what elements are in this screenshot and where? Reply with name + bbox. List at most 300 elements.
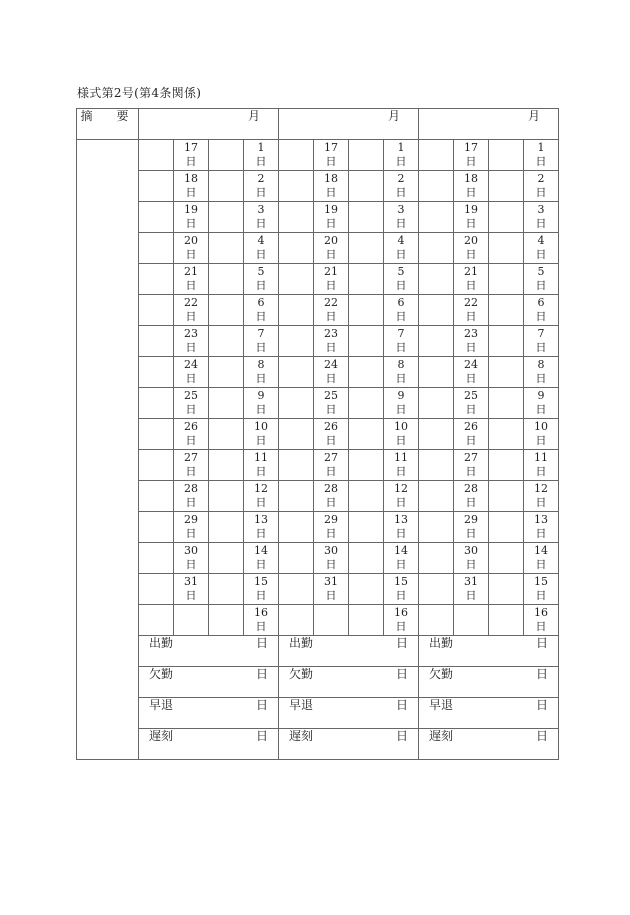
day-row (77, 574, 559, 605)
day-suffix: 日 (185, 248, 197, 261)
mark-cell[interactable] (489, 202, 524, 233)
month-header-3[interactable]: 月 (419, 109, 559, 140)
day-label (384, 574, 419, 605)
day-label (524, 140, 559, 171)
mark-cell[interactable] (489, 419, 524, 450)
day-label (454, 233, 489, 264)
mark-cell[interactable] (209, 295, 244, 326)
day-suffix: 日 (185, 527, 197, 540)
mark-cell[interactable] (209, 574, 244, 605)
mark-cell[interactable] (279, 605, 314, 636)
day-suffix: 日 (325, 372, 337, 385)
day-number: 8 (397, 358, 405, 371)
day-label (454, 202, 489, 233)
mark-cell[interactable] (349, 357, 384, 388)
day-suffix: 日 (395, 496, 407, 509)
stat-unit[interactable]: 日 (489, 667, 559, 698)
mark-cell[interactable] (349, 264, 384, 295)
day-row (77, 605, 559, 636)
mark-cell[interactable] (279, 543, 314, 574)
day-suffix: 日 (185, 558, 197, 571)
day-suffix: 日 (255, 279, 267, 292)
day-number: 17 (464, 141, 478, 154)
day-number: 27 (324, 451, 338, 464)
day-suffix: 日 (255, 310, 267, 323)
day-number: 5 (397, 265, 405, 278)
mark-cell[interactable] (209, 202, 244, 233)
mark-cell[interactable] (209, 171, 244, 202)
mark-cell[interactable] (349, 605, 384, 636)
day-label (454, 264, 489, 295)
mark-cell[interactable] (139, 419, 174, 450)
mark-cell[interactable] (489, 295, 524, 326)
stat-row (77, 667, 559, 698)
day-label (454, 543, 489, 574)
day-number: 2 (537, 172, 545, 185)
day-label (314, 543, 349, 574)
day-label (244, 171, 279, 202)
day-label (524, 388, 559, 419)
mark-cell[interactable] (349, 140, 384, 171)
mark-cell[interactable] (209, 605, 244, 636)
day-number: 21 (184, 265, 198, 278)
mark-cell[interactable] (209, 481, 244, 512)
mark-cell[interactable] (279, 512, 314, 543)
day-suffix: 日 (255, 465, 267, 478)
day-number: 21 (324, 265, 338, 278)
day-number: 19 (184, 203, 198, 216)
day-row (77, 419, 559, 450)
mark-cell[interactable] (279, 481, 314, 512)
day-number: 6 (397, 296, 405, 309)
day-number: 22 (184, 296, 198, 309)
day-number: 11 (534, 451, 548, 464)
day-suffix: 日 (465, 434, 477, 447)
day-number: 1 (537, 141, 545, 154)
day-label (384, 481, 419, 512)
mark-cell[interactable] (279, 295, 314, 326)
day-number: 10 (394, 420, 408, 433)
day-label (174, 264, 209, 295)
mark-cell[interactable] (349, 481, 384, 512)
mark-cell[interactable] (349, 512, 384, 543)
mark-cell[interactable] (489, 357, 524, 388)
stat-unit[interactable]: 日 (489, 636, 559, 667)
mark-cell[interactable] (279, 388, 314, 419)
day-suffix: 日 (395, 558, 407, 571)
day-label-empty (314, 605, 349, 636)
mark-cell[interactable] (419, 326, 454, 357)
mark-cell[interactable] (139, 450, 174, 481)
day-label (454, 326, 489, 357)
month-header-1[interactable]: 月 (139, 109, 279, 140)
day-number: 12 (254, 482, 268, 495)
mark-cell[interactable] (489, 481, 524, 512)
day-suffix: 日 (465, 248, 477, 261)
stat-unit[interactable]: 日 (209, 636, 279, 667)
day-number: 29 (464, 513, 478, 526)
day-suffix: 日 (465, 558, 477, 571)
day-suffix: 日 (465, 186, 477, 199)
day-number: 25 (464, 389, 478, 402)
day-label (244, 295, 279, 326)
day-label (174, 295, 209, 326)
day-label (314, 574, 349, 605)
day-number: 15 (534, 575, 548, 588)
mark-cell[interactable] (419, 202, 454, 233)
mark-cell[interactable] (139, 295, 174, 326)
day-number: 29 (324, 513, 338, 526)
mark-cell[interactable] (209, 357, 244, 388)
mark-cell[interactable] (279, 574, 314, 605)
mark-cell[interactable] (349, 326, 384, 357)
day-label (384, 543, 419, 574)
day-number: 23 (324, 327, 338, 340)
day-number: 17 (324, 141, 338, 154)
day-number: 28 (324, 482, 338, 495)
mark-cell[interactable] (419, 512, 454, 543)
day-label (524, 326, 559, 357)
day-number: 30 (464, 544, 478, 557)
day-row (77, 171, 559, 202)
day-suffix: 日 (255, 527, 267, 540)
day-number: 9 (257, 389, 265, 402)
stat-unit[interactable]: 日 (349, 636, 419, 667)
day-suffix: 日 (185, 310, 197, 323)
day-suffix: 日 (395, 186, 407, 199)
day-number: 10 (254, 420, 268, 433)
stat-unit[interactable]: 日 (209, 698, 279, 729)
mark-cell[interactable] (419, 481, 454, 512)
day-label (384, 450, 419, 481)
day-label (524, 171, 559, 202)
mark-cell[interactable] (139, 512, 174, 543)
mark-cell[interactable] (349, 419, 384, 450)
day-label (384, 388, 419, 419)
mark-cell[interactable] (279, 419, 314, 450)
day-number: 4 (257, 234, 265, 247)
mark-cell[interactable] (209, 543, 244, 574)
day-label (454, 450, 489, 481)
mark-cell[interactable] (139, 605, 174, 636)
day-number: 14 (394, 544, 408, 557)
mark-cell[interactable] (279, 264, 314, 295)
day-label (244, 202, 279, 233)
day-suffix: 日 (465, 465, 477, 478)
day-number: 24 (464, 358, 478, 371)
day-suffix: 日 (395, 279, 407, 292)
mark-cell[interactable] (279, 171, 314, 202)
stat-label[interactable]: 出勤 (139, 636, 209, 667)
day-label (454, 140, 489, 171)
day-suffix: 日 (185, 403, 197, 416)
mark-cell[interactable] (279, 233, 314, 264)
day-label (384, 357, 419, 388)
mark-cell[interactable] (139, 140, 174, 171)
mark-cell[interactable] (489, 388, 524, 419)
day-suffix: 日 (395, 465, 407, 478)
mark-cell[interactable] (209, 140, 244, 171)
mark-cell[interactable] (349, 388, 384, 419)
attendance-table (76, 108, 559, 760)
stat-unit[interactable]: 日 (349, 667, 419, 698)
day-number: 15 (254, 575, 268, 588)
summary-header: 摘 要 (77, 109, 139, 140)
day-label (314, 419, 349, 450)
day-number: 25 (324, 389, 338, 402)
mark-cell[interactable] (419, 543, 454, 574)
mark-cell[interactable] (419, 357, 454, 388)
day-row (77, 357, 559, 388)
day-number: 12 (534, 482, 548, 495)
day-number: 13 (394, 513, 408, 526)
day-suffix: 日 (535, 155, 547, 168)
day-suffix: 日 (395, 434, 407, 447)
day-label (384, 140, 419, 171)
day-label (174, 512, 209, 543)
day-suffix: 日 (185, 155, 197, 168)
day-label (524, 574, 559, 605)
day-suffix: 日 (465, 589, 477, 602)
day-label (454, 171, 489, 202)
mark-cell[interactable] (489, 512, 524, 543)
mark-cell[interactable] (349, 202, 384, 233)
day-label (314, 140, 349, 171)
day-row (77, 481, 559, 512)
day-suffix: 日 (255, 403, 267, 416)
day-number: 18 (324, 172, 338, 185)
day-number: 1 (257, 141, 265, 154)
mark-cell[interactable] (139, 264, 174, 295)
mark-cell[interactable] (139, 481, 174, 512)
day-suffix: 日 (255, 155, 267, 168)
month-header-2[interactable]: 月 (279, 109, 419, 140)
day-number: 19 (324, 203, 338, 216)
day-suffix: 日 (465, 279, 477, 292)
day-number: 3 (537, 203, 545, 216)
day-label (384, 264, 419, 295)
stat-label[interactable]: 早退 (139, 698, 209, 729)
day-number: 4 (537, 234, 545, 247)
mark-cell[interactable] (139, 233, 174, 264)
stat-unit[interactable]: 日 (209, 667, 279, 698)
stat-label[interactable]: 出勤 (419, 636, 489, 667)
mark-cell[interactable] (489, 264, 524, 295)
mark-cell[interactable] (139, 388, 174, 419)
mark-cell[interactable] (349, 574, 384, 605)
day-label (314, 388, 349, 419)
mark-cell[interactable] (349, 450, 384, 481)
mark-cell[interactable] (139, 543, 174, 574)
day-suffix: 日 (325, 527, 337, 540)
day-label (174, 543, 209, 574)
stat-label[interactable]: 欠勤 (419, 667, 489, 698)
mark-cell[interactable] (489, 171, 524, 202)
mark-cell[interactable] (279, 202, 314, 233)
stat-label[interactable]: 遅刻 (139, 729, 209, 760)
stat-unit[interactable]: 日 (489, 698, 559, 729)
day-label (244, 357, 279, 388)
day-label (384, 326, 419, 357)
mark-cell[interactable] (489, 543, 524, 574)
stat-row (77, 636, 559, 667)
day-number: 5 (257, 265, 265, 278)
day-number: 10 (534, 420, 548, 433)
mark-cell[interactable] (139, 202, 174, 233)
mark-cell[interactable] (489, 574, 524, 605)
day-label (314, 295, 349, 326)
day-label (454, 295, 489, 326)
day-suffix: 日 (535, 217, 547, 230)
stat-label[interactable]: 早退 (279, 698, 349, 729)
day-label (174, 202, 209, 233)
stat-unit[interactable]: 日 (349, 729, 419, 760)
mark-cell[interactable] (279, 140, 314, 171)
day-suffix: 日 (535, 310, 547, 323)
day-number: 1 (397, 141, 405, 154)
day-suffix: 日 (465, 155, 477, 168)
day-number: 21 (464, 265, 478, 278)
day-row (77, 388, 559, 419)
day-suffix: 日 (535, 527, 547, 540)
day-suffix: 日 (535, 434, 547, 447)
stat-label[interactable]: 出勤 (279, 636, 349, 667)
day-suffix: 日 (395, 527, 407, 540)
mark-cell[interactable] (489, 326, 524, 357)
mark-cell[interactable] (209, 264, 244, 295)
day-number: 20 (324, 234, 338, 247)
mark-cell[interactable] (349, 543, 384, 574)
day-label (524, 419, 559, 450)
stat-label[interactable]: 遅刻 (279, 729, 349, 760)
day-suffix: 日 (325, 310, 337, 323)
day-label (244, 388, 279, 419)
mark-cell[interactable] (279, 326, 314, 357)
mark-cell[interactable] (419, 450, 454, 481)
mark-cell[interactable] (489, 605, 524, 636)
day-suffix: 日 (465, 372, 477, 385)
mark-cell[interactable] (419, 574, 454, 605)
day-number: 18 (184, 172, 198, 185)
day-suffix: 日 (465, 310, 477, 323)
stat-row (77, 698, 559, 729)
mark-cell[interactable] (139, 326, 174, 357)
day-label-empty (174, 605, 209, 636)
day-number: 22 (464, 296, 478, 309)
day-suffix: 日 (255, 341, 267, 354)
mark-cell[interactable] (489, 233, 524, 264)
day-label (524, 264, 559, 295)
mark-cell[interactable] (139, 171, 174, 202)
mark-cell[interactable] (139, 357, 174, 388)
day-label (174, 419, 209, 450)
day-number: 11 (254, 451, 268, 464)
mark-cell[interactable] (209, 512, 244, 543)
day-number: 4 (397, 234, 405, 247)
mark-cell[interactable] (419, 295, 454, 326)
day-suffix: 日 (325, 155, 337, 168)
stat-label[interactable]: 早退 (419, 698, 489, 729)
day-number: 6 (537, 296, 545, 309)
day-label (244, 574, 279, 605)
mark-cell[interactable] (489, 450, 524, 481)
mark-cell[interactable] (419, 388, 454, 419)
day-number: 8 (257, 358, 265, 371)
mark-cell[interactable] (419, 264, 454, 295)
day-suffix: 日 (395, 248, 407, 261)
day-label (174, 140, 209, 171)
mark-cell[interactable] (209, 450, 244, 481)
stat-unit[interactable]: 日 (489, 729, 559, 760)
stat-label[interactable]: 欠勤 (279, 667, 349, 698)
mark-cell[interactable] (139, 574, 174, 605)
day-label (524, 357, 559, 388)
day-suffix: 日 (325, 248, 337, 261)
day-number: 22 (324, 296, 338, 309)
day-label (454, 419, 489, 450)
day-suffix: 日 (465, 496, 477, 509)
stat-unit[interactable]: 日 (209, 729, 279, 760)
day-number: 23 (184, 327, 198, 340)
day-label (244, 264, 279, 295)
day-label (244, 326, 279, 357)
mark-cell[interactable] (209, 233, 244, 264)
mark-cell[interactable] (279, 450, 314, 481)
day-number: 8 (537, 358, 545, 371)
day-suffix: 日 (325, 217, 337, 230)
day-suffix: 日 (535, 558, 547, 571)
day-number: 14 (534, 544, 548, 557)
day-number: 3 (257, 203, 265, 216)
day-number: 27 (464, 451, 478, 464)
mark-cell[interactable] (419, 140, 454, 171)
mark-cell[interactable] (209, 326, 244, 357)
day-row (77, 295, 559, 326)
mark-cell[interactable] (419, 419, 454, 450)
day-label (384, 605, 419, 636)
day-row (77, 233, 559, 264)
mark-cell[interactable] (349, 295, 384, 326)
mark-cell[interactable] (349, 233, 384, 264)
day-suffix: 日 (185, 589, 197, 602)
day-number: 15 (394, 575, 408, 588)
day-number: 11 (394, 451, 408, 464)
summary-cell[interactable] (77, 140, 139, 760)
mark-cell[interactable] (209, 419, 244, 450)
mark-cell[interactable] (349, 171, 384, 202)
stat-unit[interactable]: 日 (349, 698, 419, 729)
day-label (524, 295, 559, 326)
day-number: 6 (257, 296, 265, 309)
day-suffix: 日 (395, 155, 407, 168)
mark-cell[interactable] (419, 605, 454, 636)
mark-cell[interactable] (419, 233, 454, 264)
day-label (384, 512, 419, 543)
mark-cell[interactable] (209, 388, 244, 419)
stat-label[interactable]: 欠勤 (139, 667, 209, 698)
day-number: 25 (184, 389, 198, 402)
mark-cell[interactable] (489, 140, 524, 171)
mark-cell[interactable] (279, 357, 314, 388)
day-suffix: 日 (185, 341, 197, 354)
day-label (524, 481, 559, 512)
stat-label[interactable]: 遅刻 (419, 729, 489, 760)
mark-cell[interactable] (419, 171, 454, 202)
day-suffix: 日 (325, 279, 337, 292)
day-suffix: 日 (395, 372, 407, 385)
day-number: 31 (464, 575, 478, 588)
day-row (77, 264, 559, 295)
